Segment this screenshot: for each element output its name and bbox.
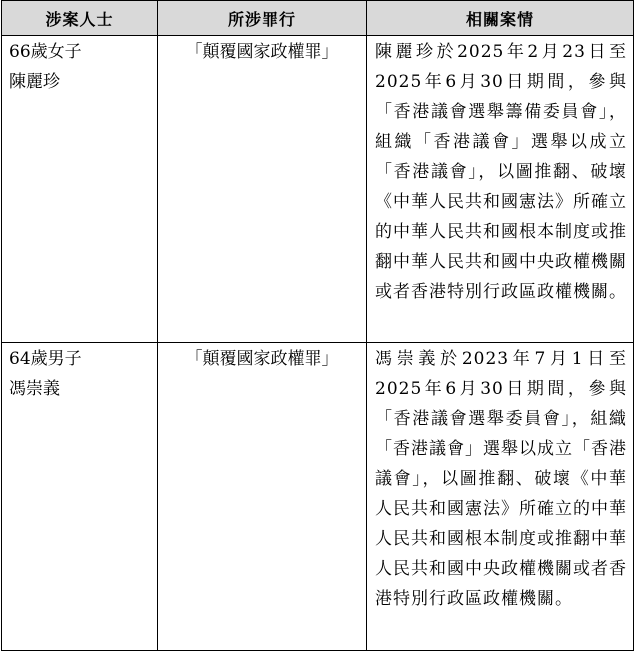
- header-row: [2, 1, 634, 36]
- header-person: 涉案人士: [2, 1, 158, 36]
- table-row: [2, 343, 634, 651]
- details-cell: 馮崇義於2023年7月1日至2025年6月30日期間，參與「香港議會選舉委員會」，組織「香港議會」選舉以成立「香港議會」，以圖推翻、破壞《中華人民共和國憲法》所確立的中華人民共和國根本制度或推翻中華人民共和國中央政權機關或者香港特別行政區政權機關。: [367, 343, 634, 651]
- person-name: 馮崇義: [9, 379, 60, 399]
- person-name: 陳麗珍: [9, 72, 60, 92]
- offence-cell: 「顛覆國家政權罪」: [158, 343, 367, 651]
- offence-cell: 「顛覆國家政權罪」: [158, 36, 367, 343]
- case-table: [1, 0, 634, 651]
- table-row: [2, 36, 634, 343]
- header-offence: 所涉罪行: [158, 1, 367, 36]
- person-cell: [2, 343, 158, 651]
- header-details: 相關案情: [367, 1, 634, 36]
- person-cell: [2, 36, 158, 343]
- details-cell: 陳麗珍於2025年2月23日至2025年6月30日期間，參與「香港議會選舉籌備委員會」，組織「香港議會」選舉以成立「香港議會」，以圖推翻、破壞《中華人民共和國憲法》所確立的中華人民共和國根本制度或推翻中華人民共和國中央政權機關或者香港特別行政區政權機關。: [367, 36, 634, 343]
- person-description: 66歲女子: [9, 42, 82, 62]
- person-description: 64歲男子: [9, 349, 82, 369]
